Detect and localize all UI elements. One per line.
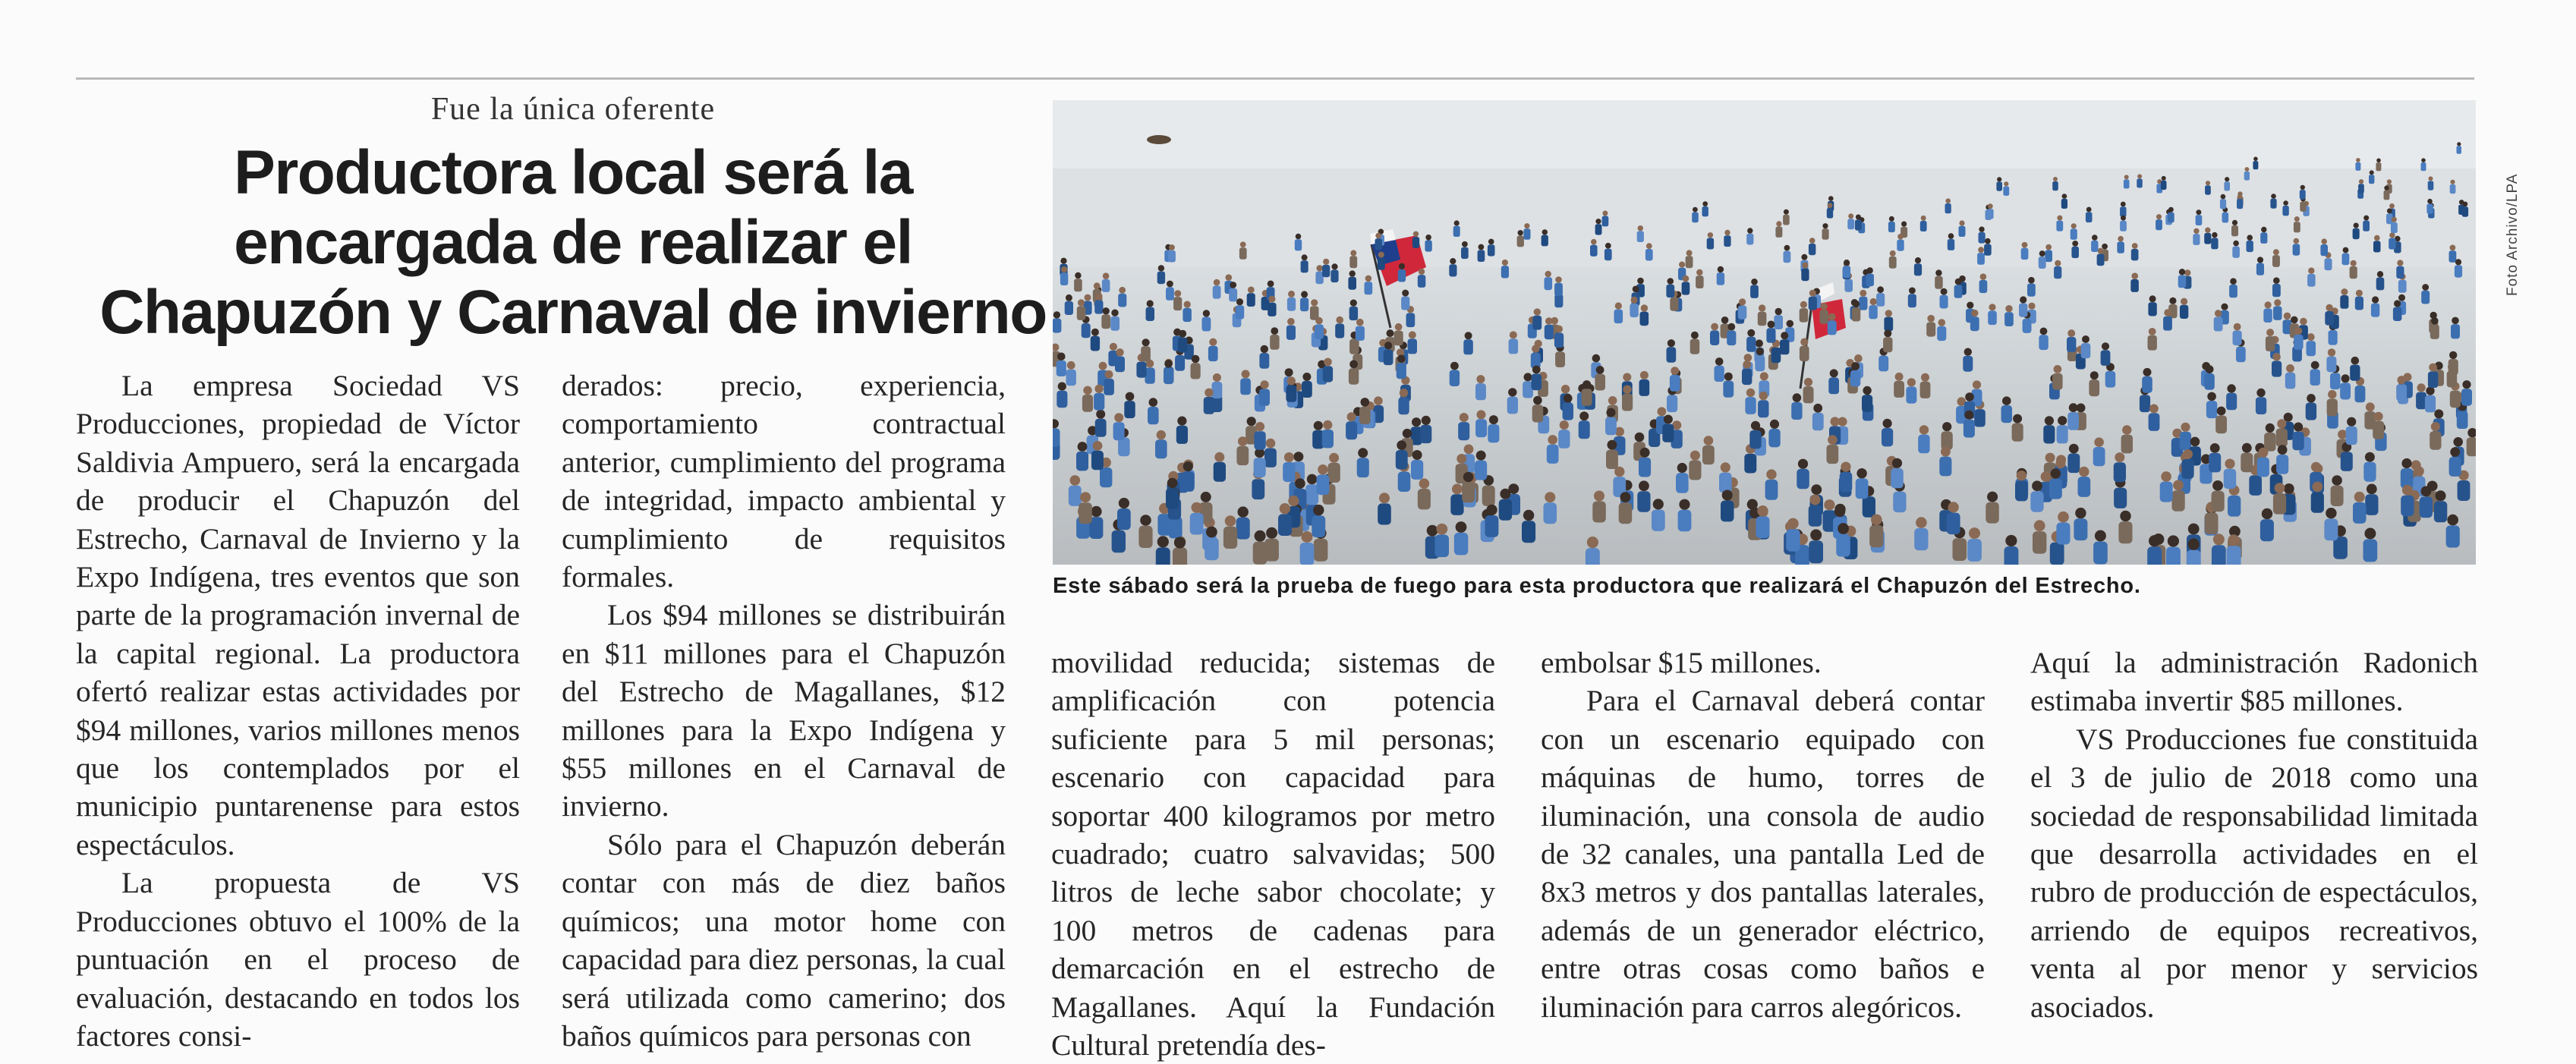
headline-line: Productora local será la (234, 138, 912, 207)
article-headline (91, 138, 1055, 348)
body-column-5 (2030, 644, 2478, 1026)
body-column-1 (76, 367, 520, 1055)
paragraph: Sólo para el Chapuzón deberán contar con más de diez baños químicos; una motor home con capacidad para diez personas, la cual será utilizada como camerino; dos baños químicos para personas con (562, 827, 1006, 1053)
top-rule (76, 77, 2474, 80)
photo-credit: Foto Archivo/LPA (2505, 173, 2521, 296)
paragraph: Los $94 millones se distribuirán en $11 millones para el Chapuzón del Estrecho de Magallanes, $12 millones para la Expo Indígena y $55 millones en el Carnaval de invierno. (562, 598, 1006, 823)
crowd-photo-illustration (1053, 100, 2476, 565)
photo-caption: Este sábado será la prueba de fuego para esta productora que realizará el Chapuzón del Estrecho. (1053, 574, 2141, 598)
chile-flag (1800, 282, 1846, 389)
paragraph: derados: precio, experiencia, comportamiento contractual anterior, cumplimiento del programa de integridad, impacto ambiental y cumplimiento de requisitos formales. (562, 369, 1006, 594)
article-kicker: Fue la única oferente (430, 92, 716, 127)
paragraph: embolsar $15 millones. (1541, 646, 1822, 679)
headline-line: encargada de realizar el (234, 208, 912, 277)
paragraph: La empresa Sociedad VS Producciones, propiedad de Víctor Saldivia Ampuero, será la encargada de producir el Chapuzón del Estrecho, Carnaval de Invierno y la Expo Indígena, tres eventos que son parte de la programación invernal de la capital regional. La productora ofertó realizar estas actividades por $94 millones, varios millones menos que los contemplados por el municipio puntarenense para estos espectáculos. (76, 369, 520, 861)
paragraph: Aquí la administración Radonich estimaba invertir $85 millones. (2030, 646, 2478, 718)
body-column-3 (1051, 644, 1495, 1064)
paragraph: VS Producciones fue constituida el 3 de julio de 2018 como una sociedad de responsabilidad limitada que desarrolla actividades en el rubro de producción de espectáculos, arriendo de equipos recreativos, venta al por menor y servicios asociados. (2030, 722, 2478, 1024)
body-column-4 (1541, 644, 1985, 1026)
paragraph: Para el Carnaval deberá contar con un escenario equipado con máquinas de humo, torres de iluminación, una consola de audio de 32 canales, una pantalla Led de 8x3 metros y dos pantallas laterales, además de un generador eléctrico, entre otras cosas como baños e iluminación para carros alegóricos. (1541, 684, 1985, 1024)
body-column-2 (562, 367, 1006, 1055)
article-photo (1053, 100, 2476, 565)
headline-line: Chapuzón y Carnaval de invierno (99, 278, 1047, 347)
paragraph: movilidad reducida; sistemas de amplificación con potencia suficiente para 5 mil personas; escenario con capacidad para soportar 400 kilogramos por metro cuadrado; cuatro salvavidas; 500 litros de leche sabor chocolate; y 100 metros de cadenas para demarcación en el estrecho de Magallanes. Aquí la Fundación Cultural pretendía des- (1051, 646, 1495, 1062)
paragraph: La propuesta de VS Producciones obtuvo el 100% de la puntuación en el proceso de evaluación, destacando en todos los factores consi- (76, 866, 520, 1053)
